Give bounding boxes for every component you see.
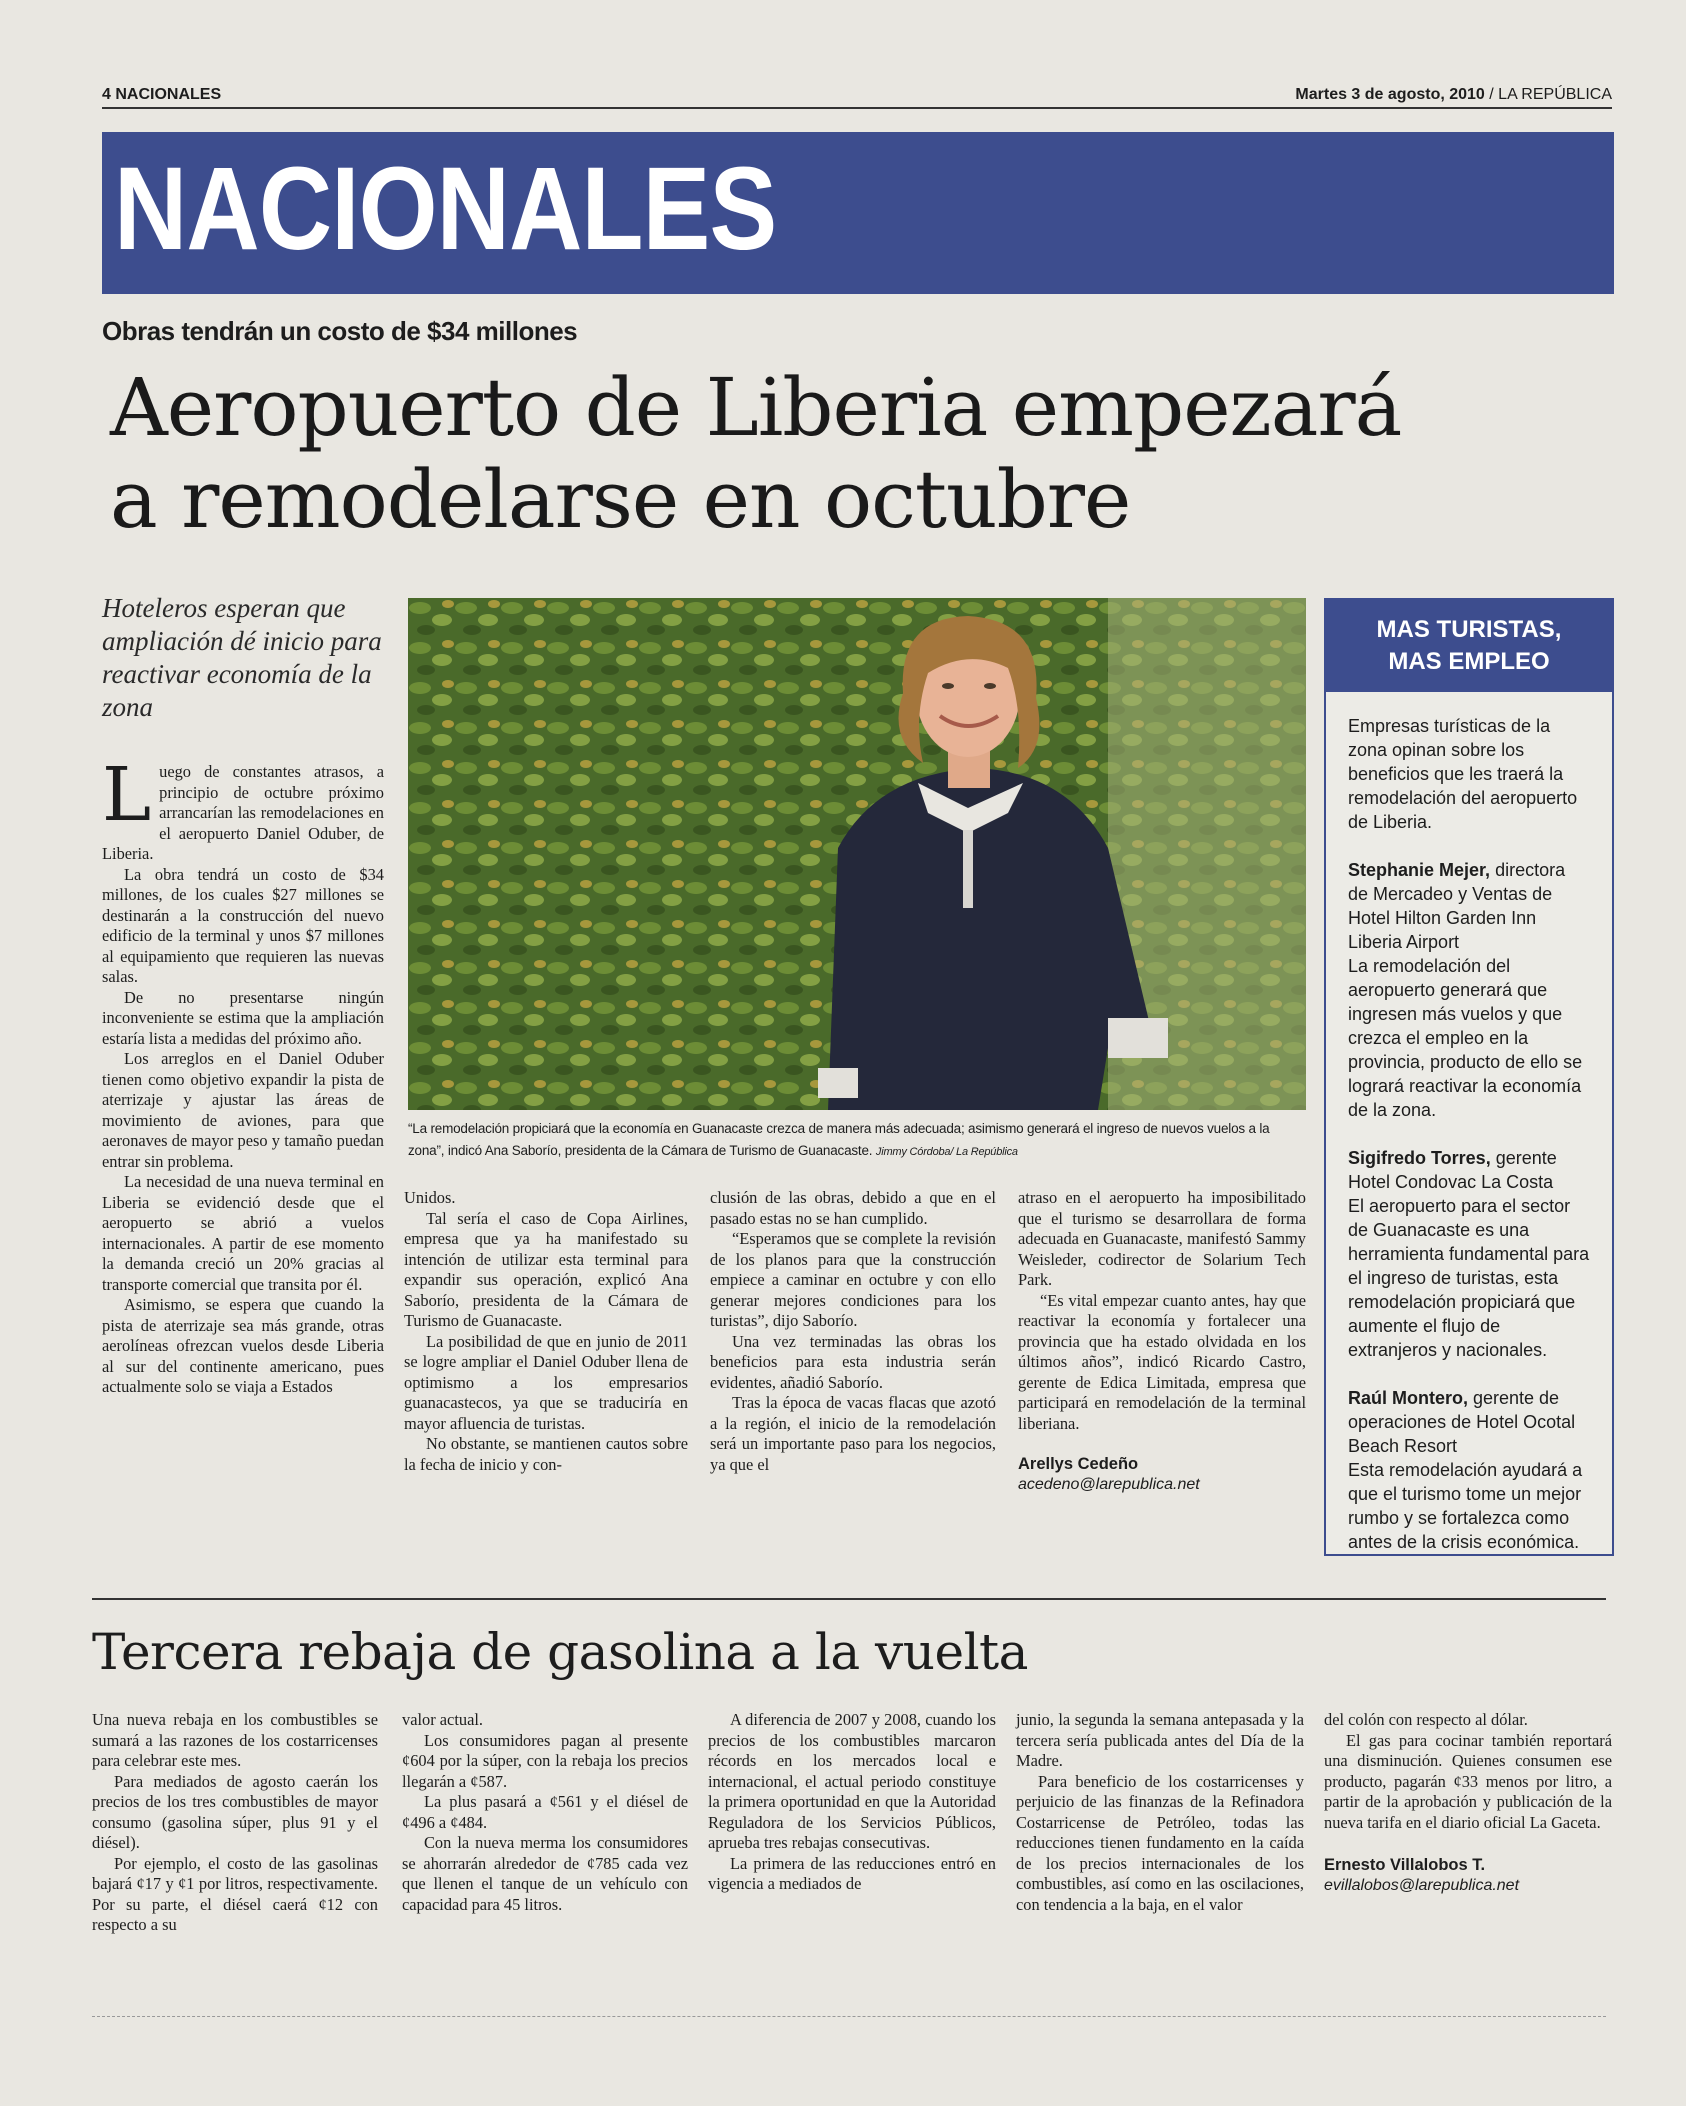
header-rule	[102, 107, 1612, 109]
body-paragraph: “Esperamos que se complete la revisión de los planos para que la construcción empiece a caminar en octubre y con ello generar mejores condiciones para los turistas”, dijo Saborío.	[710, 1229, 996, 1330]
footer-rule	[92, 2016, 1606, 2017]
body-paragraph: del colón con respecto al dólar.	[1324, 1710, 1528, 1729]
body-paragraph: Con la nueva merma los consumidores se ahorrarán alrededor de ¢785 cada vez que llenen el tanque de un vehículo con capacidad para 45 litros.	[402, 1833, 688, 1914]
page-header	[102, 86, 1612, 104]
body-paragraph: Asimismo, se espera que cuando la pista de aterrizaje sea más grande, otras aerolíneas ofrezcan vuelos desde Liberia al sur del continente americano, pues actualmente solo se viaja a Estados	[102, 1295, 384, 1396]
article-2-column-4	[1016, 1710, 1304, 1915]
article-2-column-5	[1324, 1710, 1612, 1896]
sidebar-title: MAS TURISTAS, MAS EMPLEO	[1326, 600, 1612, 692]
body-paragraph: clusión de las obras, debido a que en el pasado estas no se han cumplido.	[710, 1188, 996, 1228]
body-paragraph: Para beneficio de los costarricenses y perjuicio de las finanzas de la Refinadora Costarricense de Petróleo, todas las reducciones tienen fundamento en la caída de los precios internacionales de los combustibles, así como en las oscilaciones, con tendencia a la baja, en el valor	[1016, 1771, 1304, 1914]
sidebar-quote	[1348, 858, 1590, 1122]
sidebar-box	[1324, 598, 1614, 1556]
issue-date: Martes 3 de agosto, 2010 / LA REPÚBLICA	[1295, 86, 1612, 103]
body-paragraph: De no presentarse ningún inconveniente se estima que la ampliación estaría lista a medidas del próximo año.	[102, 987, 384, 1048]
body-paragraph: Tal sería el caso de Copa Airlines, empresa que ya ha manifestado su intención de utilizar esta terminal para expandir sus operación, explicó Ana Saborío, presidenta de la Cámara de Turismo de Guanacaste.	[404, 1208, 688, 1330]
byline-email-link[interactable]: acedeno@larepublica.net	[1018, 1475, 1200, 1493]
body-paragraph: No obstante, se mantienen cautos sobre la fecha de inicio y con-	[404, 1434, 688, 1474]
quote-text: Esta remodelación ayudará a que el turismo tome un mejor rumbo y se fortalezca como antes de la crisis económica.	[1348, 1460, 1583, 1552]
publication-name: / LA REPÚBLICA	[1484, 86, 1612, 103]
body-paragraph: junio, la segunda la semana antepasada y la tercera sería publicada antes del Día de la Madre.	[1016, 1710, 1304, 1770]
photo-portrait-woman	[408, 598, 1306, 1110]
byline-name: Arellys Cedeño	[1018, 1455, 1139, 1473]
body-paragraph: A diferencia de 2007 y 2008, cuando los precios de los combustibles marcaron récords en los mercados local e internacional, el actual periodo constituye la primera oportunidad en que la Autoridad Reguladora de los Servicios Públicos, aprueba tres rebajas consecutivas.	[708, 1710, 996, 1852]
article-deck: Hoteleros esperan que ampliación dé inicio para reactivar economía de la zona	[102, 593, 382, 722]
quote-text: El aeropuerto para el sector de Guanacaste es una herramienta fundamental para el ingreso de turistas, esta remodelación propiciará que aumente el flujo de extranjeros y nacionales.	[1348, 1196, 1590, 1360]
drop-cap: L	[102, 752, 152, 838]
section-title: NACIONALES	[114, 143, 777, 275]
article-photo	[408, 598, 1306, 1110]
article-column-4	[1018, 1188, 1306, 1495]
body-paragraph: Tras la época de vacas flacas que azotó a la región, el inicio de la remodelación será un importante paso para los negocios, ya que el	[710, 1393, 996, 1474]
body-paragraph: “Es vital empezar cuanto antes, hay que reactivar la economía y fortalecer una provincia que ha estado olvidada en los últimos años”, indicó Ricardo Castro, gerente de Edica Limitada, empresa que participará en remodelación de la terminal liberiana.	[1018, 1290, 1306, 1433]
section-banner	[102, 132, 1614, 294]
body-paragraph: Los arreglos en el Daniel Oduber tienen como objetivo expandir la pista de aterrizaje y ajustar las áreas de movimiento de aviones, para que aeronaves de mayor peso y tamaño puedan entrar sin problema.	[102, 1049, 384, 1171]
body-paragraph: valor actual.	[402, 1710, 484, 1729]
photo-credit: Jimmy Córdoba/ La República	[875, 1146, 1018, 1158]
article-column-3	[710, 1188, 996, 1475]
sidebar-quote	[1348, 1386, 1590, 1554]
body-paragraph: Una vez terminadas las obras los beneficios para esta industria serán evidentes, añadió Saborío.	[710, 1331, 996, 1392]
quote-name: Sigifredo Torres,	[1348, 1148, 1491, 1168]
article-2-headline: Tercera rebaja de gasolina a la vuelta	[92, 1623, 1028, 1681]
quote-name: Stephanie Mejer,	[1348, 860, 1491, 880]
headline-line-1: Aeropuerto de Liberia empezará	[110, 361, 1402, 454]
headline-line-2: a remodelarse en octubre	[110, 453, 1131, 546]
body-paragraph: Para mediados de agosto caerán los precios de los tres combustibles de mayor consumo (gasolina súper, plus 91 y el diésel).	[92, 1771, 378, 1852]
quote-name: Raúl Montero,	[1348, 1388, 1468, 1408]
quote-text: La remodelación del aeropuerto generará que ingresen más vuelos y que crezca el empleo en la provincia, producto de ello se logrará reactivar la economía de la zona.	[1348, 956, 1583, 1120]
section-divider	[92, 1598, 1606, 1600]
byline-email-link[interactable]: evillalobos@larepublica.net	[1324, 1876, 1520, 1894]
body-paragraph: La obra tendrá un costo de $34 millones, de los cuales $27 millones se destinarán a la construcción del nuevo edificio de la terminal y unos $7 millones al equipamiento que requieren las nuevas salas.	[102, 864, 384, 986]
body-paragraph: La posibilidad de que en junio de 2011 se logre ampliar el Daniel Oduber llena de optimismo a los empresarios guanacastecos, ya que se traduciría en mayor afluencia de turistas.	[404, 1331, 688, 1433]
photo-caption: “La remodelación propiciará que la economía en Guanacaste crezca de manera más adecuada; asimismo generará el ingreso de nuevos vuelos a la zona”, indicó Ana Saborío, presidenta de la Cámara de Turismo de Guanacaste. Jimmy Córdoba/ La República	[408, 1121, 1270, 1158]
section-page-label: 4 NACIONALES	[102, 86, 222, 103]
article-kicker: Obras tendrán un costo de $34 millones	[102, 316, 578, 346]
body-paragraph: La primera de las reducciones entró en vigencia a mediados de	[708, 1853, 996, 1893]
body-paragraph: Unidos.	[404, 1188, 456, 1207]
sidebar-quote	[1348, 1146, 1590, 1362]
body-paragraph: Luego de constantes atrasos, a principio de octubre próximo arrancarían las remodelaciones en el aeropuerto Daniel Oduber, de Liberia.	[102, 752, 384, 863]
article-2-column-2	[402, 1710, 688, 1915]
article-column-2	[404, 1188, 688, 1475]
body-paragraph: Por ejemplo, el costo de las gasolinas bajará ¢17 y ¢1 por litros, respectivamente. Por su parte, el diésel caerá ¢12 con respecto a su	[92, 1853, 378, 1934]
article-2-column-1	[92, 1710, 378, 1936]
body-paragraph: La plus pasará a ¢561 y el diésel de ¢496 a ¢484.	[402, 1792, 688, 1832]
body-paragraph: Una nueva rebaja en los combustibles se sumará a las razones de los costarricenses para celebrar este mes.	[92, 1710, 378, 1770]
article-column-1	[102, 752, 384, 1398]
quote-role: gerente Hotel Condovac La Costa	[1348, 1148, 1557, 1192]
quote-role: gerente de operaciones de Hotel Ocotal Beach Resort	[1348, 1388, 1576, 1456]
body-paragraph: Los consumidores pagan al presente ¢604 por la súper, con la rebaja los precios llegarán a ¢587.	[402, 1730, 688, 1791]
article-2-column-3	[708, 1710, 996, 1895]
body-paragraph: La necesidad de una nueva terminal en Liberia se evidenció desde que el aeropuerto se abrió a vuelos internacionales. A partir de ese momento la demanda creció un 20% gracias al transporte comercial que transita por él.	[102, 1172, 384, 1294]
sidebar-intro: Empresas turísticas de la zona opinan sobre los beneficios que les traerá la remodelación del aeropuerto de Liberia.	[1348, 716, 1578, 832]
body-paragraph: El gas para cocinar también reportará una disminución. Quienes consumen ese producto, pagarán ¢33 menos por litro, a partir de la aprobación y publicación de la nueva tarifa en el diario oficial La Gaceta.	[1324, 1730, 1612, 1832]
byline-name: Ernesto Villalobos T.	[1324, 1856, 1486, 1874]
quote-role: directora de Mercadeo y Ventas de Hotel Hilton Garden Inn Liberia Airport	[1348, 860, 1566, 952]
article-headline	[110, 362, 1630, 546]
body-paragraph: atraso en el aeropuerto ha imposibilitado que el turismo se desarrollara de forma adecuada en Guanacaste, manifestó Sammy Weisleder, codirector de Solarium Tech Park.	[1018, 1188, 1306, 1289]
